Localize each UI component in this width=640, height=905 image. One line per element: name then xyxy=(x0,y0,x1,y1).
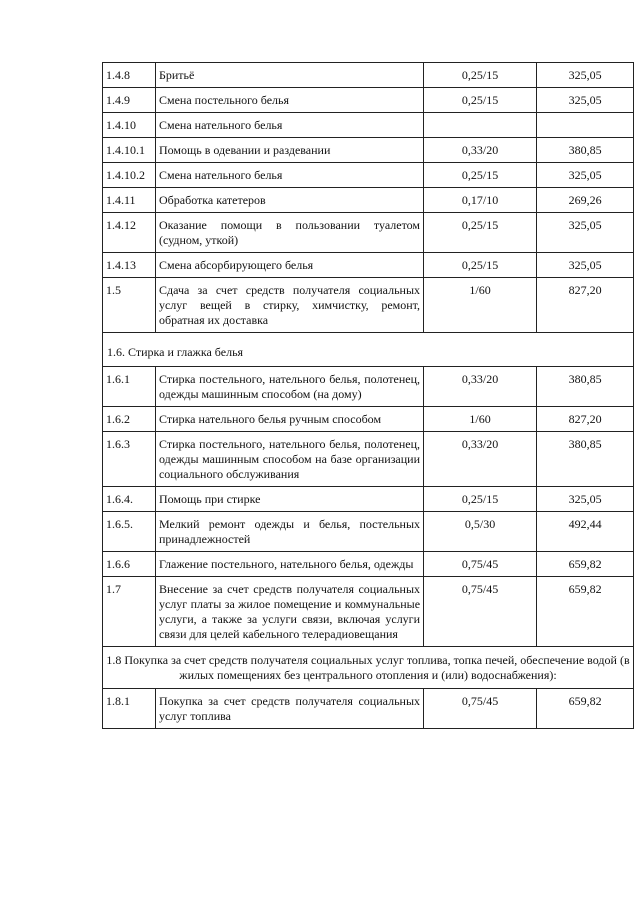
code-cell: 1.4.13 xyxy=(103,253,156,278)
time-norm-cell: 1/60 xyxy=(424,278,537,333)
table-row xyxy=(103,278,634,333)
service-name-cell: Помощь в одевании и раздевании xyxy=(155,138,423,163)
service-name-cell: Стирка постельного, нательного белья, полотенец, одежды машинным способом на базе организации социального обслуживания xyxy=(155,432,423,487)
time-norm-cell: 0,25/15 xyxy=(424,163,537,188)
price-cell: 380,85 xyxy=(537,432,634,487)
service-name-cell: Смена постельного белья xyxy=(155,88,423,113)
time-norm-cell: 0,75/45 xyxy=(424,577,537,647)
table-row xyxy=(103,88,634,113)
price-cell: 659,82 xyxy=(537,689,634,729)
table-row xyxy=(103,487,634,512)
price-cell: 325,05 xyxy=(537,213,634,253)
table-row xyxy=(103,253,634,278)
table-row xyxy=(103,512,634,552)
time-norm-cell: 0,25/15 xyxy=(424,88,537,113)
time-norm-cell: 0,33/20 xyxy=(424,432,537,487)
service-name-cell: Мелкий ремонт одежды и белья, постельных принадлежностей xyxy=(155,512,423,552)
price-cell: 325,05 xyxy=(537,163,634,188)
section-header-row xyxy=(103,647,634,689)
table-row xyxy=(103,163,634,188)
price-cell: 325,05 xyxy=(537,63,634,88)
service-name-cell: Сдача за счет средств получателя социальных услуг вещей в стирку, химчистку, ремонт, обратная их доставка xyxy=(155,278,423,333)
code-cell: 1.4.10.1 xyxy=(103,138,156,163)
price-cell: 325,05 xyxy=(537,487,634,512)
price-cell: 325,05 xyxy=(537,253,634,278)
service-name-cell: Обработка катетеров xyxy=(155,188,423,213)
service-name-cell: Помощь при стирке xyxy=(155,487,423,512)
time-norm-cell: 0,25/15 xyxy=(424,63,537,88)
table-row xyxy=(103,432,634,487)
service-name-cell: Смена абсорбирующего белья xyxy=(155,253,423,278)
code-cell: 1.4.11 xyxy=(103,188,156,213)
time-norm-cell: 0,5/30 xyxy=(424,512,537,552)
price-cell: 827,20 xyxy=(537,407,634,432)
price-cell: 659,82 xyxy=(537,552,634,577)
section-header-row xyxy=(103,333,634,367)
services-price-table xyxy=(102,62,634,729)
code-cell: 1.4.10 xyxy=(103,113,156,138)
table-row xyxy=(103,213,634,253)
table-row xyxy=(103,113,634,138)
code-cell: 1.6.5. xyxy=(103,512,156,552)
code-cell: 1.5 xyxy=(103,278,156,333)
time-norm-cell: 0,33/20 xyxy=(424,138,537,163)
service-name-cell: Внесение за счет средств получателя социальных услуг платы за жилое помещение и коммунальные услуги, а также за услуги связи, включая услуги связи для целей кабельного телерадиовещания xyxy=(155,577,423,647)
code-cell: 1.6.1 xyxy=(103,367,156,407)
price-cell: 325,05 xyxy=(537,88,634,113)
table-body xyxy=(103,63,634,729)
service-name-cell: Стирка нательного белья ручным способом xyxy=(155,407,423,432)
code-cell: 1.6.6 xyxy=(103,552,156,577)
service-name-cell: Смена нательного белья xyxy=(155,163,423,188)
time-norm-cell: 0,75/45 xyxy=(424,552,537,577)
code-cell: 1.6.4. xyxy=(103,487,156,512)
time-norm-cell xyxy=(424,113,537,138)
code-cell: 1.4.8 xyxy=(103,63,156,88)
service-name-cell: Глажение постельного, нательного белья, одежды xyxy=(155,552,423,577)
price-cell: 492,44 xyxy=(537,512,634,552)
table-row xyxy=(103,367,634,407)
time-norm-cell: 0,25/15 xyxy=(424,213,537,253)
service-name-cell: Стирка постельного, нательного белья, полотенец, одежды машинным способом (на дому) xyxy=(155,367,423,407)
time-norm-cell: 0,25/15 xyxy=(424,253,537,278)
time-norm-cell: 0,17/10 xyxy=(424,188,537,213)
section-heading: 1.8 Покупка за счет средств получателя социальных услуг топлива, топка печей, обеспечение водой (в жилых помещениях без центрального отопления и (или) водоснабжения): xyxy=(103,647,634,689)
table-row xyxy=(103,577,634,647)
service-name-cell: Оказание помощи в пользовании туалетом (судном, уткой) xyxy=(155,213,423,253)
price-cell: 827,20 xyxy=(537,278,634,333)
code-cell: 1.6.3 xyxy=(103,432,156,487)
table-row xyxy=(103,689,634,729)
price-cell: 269,26 xyxy=(537,188,634,213)
code-cell: 1.4.9 xyxy=(103,88,156,113)
service-name-cell: Бритьё xyxy=(155,63,423,88)
section-heading: 1.6. Стирка и глажка белья xyxy=(103,333,634,367)
code-cell: 1.4.10.2 xyxy=(103,163,156,188)
table-row xyxy=(103,63,634,88)
price-cell: 380,85 xyxy=(537,138,634,163)
code-cell: 1.6.2 xyxy=(103,407,156,432)
time-norm-cell: 0,33/20 xyxy=(424,367,537,407)
table-row xyxy=(103,407,634,432)
service-name-cell: Покупка за счет средств получателя социальных услуг топлива xyxy=(155,689,423,729)
price-cell: 380,85 xyxy=(537,367,634,407)
price-cell: 659,82 xyxy=(537,577,634,647)
table-row xyxy=(103,188,634,213)
time-norm-cell: 1/60 xyxy=(424,407,537,432)
code-cell: 1.7 xyxy=(103,577,156,647)
service-name-cell: Смена нательного белья xyxy=(155,113,423,138)
table-row xyxy=(103,138,634,163)
code-cell: 1.8.1 xyxy=(103,689,156,729)
time-norm-cell: 0,75/45 xyxy=(424,689,537,729)
code-cell: 1.4.12 xyxy=(103,213,156,253)
price-cell xyxy=(537,113,634,138)
table-row xyxy=(103,552,634,577)
time-norm-cell: 0,25/15 xyxy=(424,487,537,512)
